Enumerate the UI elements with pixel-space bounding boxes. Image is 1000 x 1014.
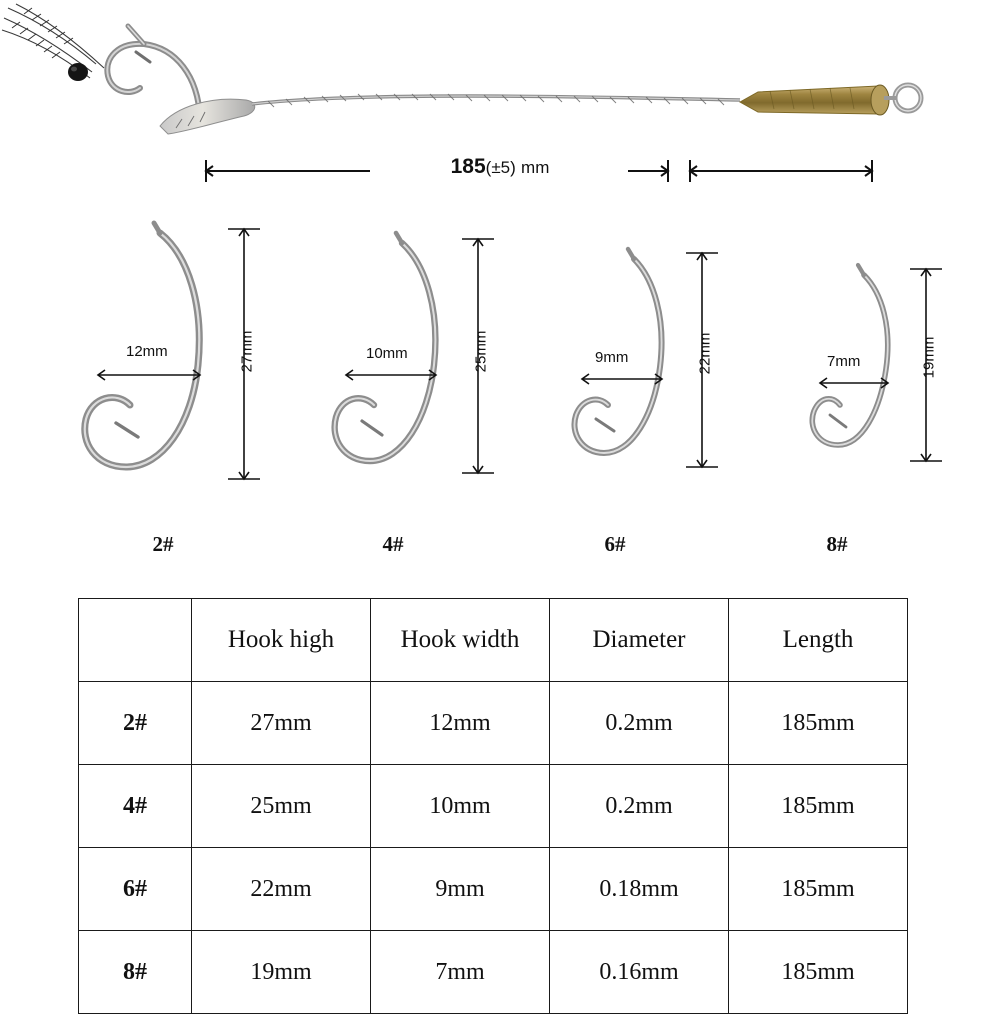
width-dimension-2 [98, 370, 200, 380]
table-header-hook-width: Hook width [371, 599, 550, 682]
table-row [79, 682, 908, 765]
hook-cell-8 [712, 215, 962, 565]
overall-length-value: 185 [450, 155, 486, 178]
overall-length-tolerance: (±5) [485, 158, 516, 177]
hook-height-label-8: 19mm [920, 336, 938, 379]
hook-width-label-2: 12mm [126, 343, 168, 360]
hook-width-label-4: 10mm [366, 345, 408, 362]
table-row [79, 848, 908, 931]
feather-barbs-icon [12, 8, 73, 58]
hook-size-comparison [0, 215, 1000, 565]
bead-highlight [71, 67, 77, 72]
hook-size-label-2: 2# [152, 532, 174, 556]
hook-height-label-4: 25mm [472, 330, 490, 373]
row-2-hook-high: 27mm [192, 682, 371, 765]
hook-cell-6 [490, 215, 740, 565]
hook-width-label-6: 9mm [595, 349, 629, 366]
overall-length-label [380, 155, 620, 179]
row-2-length: 185mm [729, 682, 908, 765]
hook-cell-2 [38, 215, 288, 565]
table-row [79, 931, 908, 1014]
row-4-hook-high: 25mm [192, 765, 371, 848]
width-dimension-4 [346, 370, 436, 380]
rig-illustration [0, 0, 1000, 200]
feather-dressing-icon [2, 4, 104, 78]
row-8-hook-high: 19mm [192, 931, 371, 1014]
row-8-diameter: 0.16mm [550, 931, 729, 1014]
row-size-6: 6# [79, 848, 192, 931]
width-dimension-6 [582, 374, 662, 384]
table-header [79, 599, 908, 682]
row-8-hook-width: 7mm [371, 931, 550, 1014]
braided-line-icon [252, 94, 740, 107]
table-header-hook-high: Hook high [192, 599, 371, 682]
hook-height-label-6: 22mm [696, 332, 714, 375]
sleeve-length-dimension [690, 160, 872, 182]
hook-size-label-6: 6# [604, 532, 626, 556]
overall-length-unit: mm [521, 158, 550, 177]
hook-width-label-8: 7mm [827, 353, 861, 370]
row-6-hook-high: 22mm [192, 848, 371, 931]
row-2-hook-width: 12mm [371, 682, 550, 765]
row-6-diameter: 0.18mm [550, 848, 729, 931]
table-header-size [79, 599, 192, 682]
specification-table [78, 598, 908, 1014]
hook-cell-4 [268, 215, 518, 565]
row-4-diameter: 0.2mm [550, 765, 729, 848]
row-8-length: 185mm [729, 931, 908, 1014]
row-size-4: 4# [79, 765, 192, 848]
hook-size-label-4: 4# [382, 532, 404, 556]
row-6-hook-width: 9mm [371, 848, 550, 931]
row-2-diameter: 0.2mm [550, 682, 729, 765]
hook-icon [107, 22, 200, 118]
black-bead-icon [68, 63, 88, 81]
width-dimension-8 [820, 378, 888, 388]
hook-height-label-2: 27mm [238, 330, 256, 373]
row-size-2: 2# [79, 682, 192, 765]
row-4-length: 185mm [729, 765, 908, 848]
table-header-row [79, 599, 908, 682]
hook-size-label-8: 8# [826, 532, 848, 556]
table-body [79, 682, 908, 1014]
table-header-length: Length [729, 599, 908, 682]
table-header-diameter: Diameter [550, 599, 729, 682]
row-size-8: 8# [79, 931, 192, 1014]
row-4-hook-width: 10mm [371, 765, 550, 848]
hook-dressing-body [160, 99, 255, 134]
table-row [79, 765, 908, 848]
row-6-length: 185mm [729, 848, 908, 931]
connector-ring-highlight [895, 85, 921, 111]
